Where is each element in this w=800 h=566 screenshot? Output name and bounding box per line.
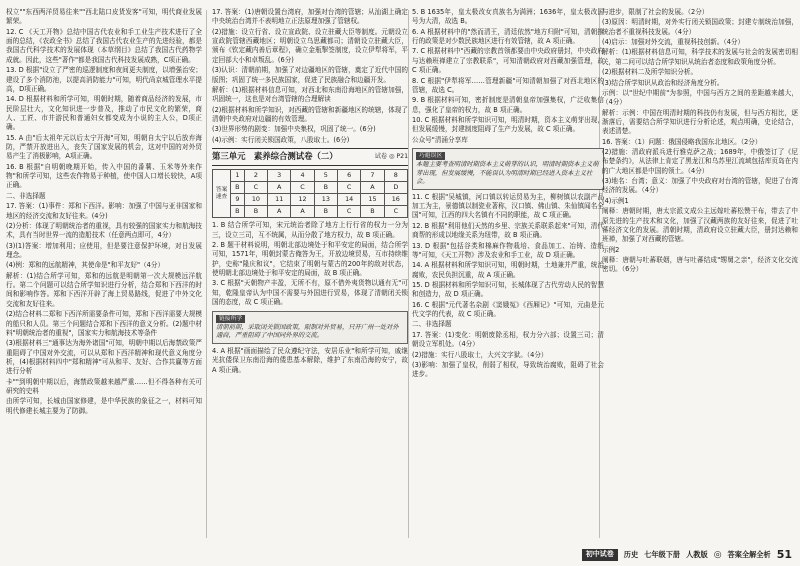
answer-paragraph: 解析：(1)结合所学可知，郑和的远航是明朝第一次大规模远洋航行。第二个问题可以结合所学知识进行分析，结合郑和下西洋的时间和影响作答。郑和下西洋开辟了海上贸易路线，促进了中外文化交流和友好往来。 <box>6 271 202 308</box>
answer-paragraph: 解析：示例：中国在明清时期的科技仍有发展，但与西方相比，逐渐落后，需要结合所学知识进行分析论述，观点明确，史论结合，表述清楚。 <box>602 108 798 136</box>
answer-paragraph: 15. D 根据材料和所学知识可知，长城体现了古代劳动人民的智慧和创造力，故 D 项正确。 <box>412 280 604 299</box>
question-number-cell: 6 <box>338 169 361 181</box>
answer-paragraph: (4)启示：加强对外交流，重视科技创新。（4分） <box>602 38 745 47</box>
question-number-cell: 12 <box>291 194 314 206</box>
answer-paragraph: (3)结合所学知识从政治和经济角度分析。 <box>602 78 724 87</box>
bullet-icon: ◎ <box>713 549 722 560</box>
answer-paragraph: (2)根据材料二及所学知识分析。 <box>602 68 698 77</box>
question-number-cell: 5 <box>314 169 337 181</box>
answer-cell: B <box>314 182 337 194</box>
section-page-ref: 试卷 ◎ P21 <box>374 152 408 160</box>
answer-paragraph: 二、非选择题 <box>6 191 46 200</box>
question-number-cell: 8 <box>384 169 407 181</box>
answer-paragraph: 16. 答案：（1）问题：俄国侵略我国东北地区。（2分） <box>602 137 762 146</box>
footer-series: 答案全解全析 <box>727 549 771 559</box>
answer-paragraph: 示例2 <box>602 245 620 254</box>
tip-text: 清朝前期，采取闭关锁国政策，限制对外贸易，只开广州一处对外通商，严重阻碍了中国同外界的交流。 <box>216 323 399 340</box>
answer-paragraph: 16. C 根据"元代著名杂剧《窦娥冤》《西厢记》"可知，元曲是元代文学的代表，故 C 项正确。 <box>412 300 604 319</box>
answer-paragraph: 阐释：唐朝与吐蕃联姻，唐与吐蕃结成"甥舅之亲"，经济文化交流密切。（6分） <box>602 255 798 274</box>
question-number-cell: 4 <box>291 169 314 181</box>
answer-paragraph: (4)例：郑和的远航精神，其使命是"和平友好"（4分） <box>6 261 165 270</box>
answer-paragraph: 6. A 根据材料中的"然而清王，清廷依然"地方归附"可知，清朝推行的政策是对少数民族地区进行有效管辖，故 A 项正确。 <box>412 27 604 46</box>
answer-paragraph: 9. B 根据材料可知，密折制度是清朝皇帝加强集权，广泛收集信息，强化了皇帝的权力，故 B 项正确。 <box>412 96 604 114</box>
question-number-cell: 10 <box>244 194 267 206</box>
answer-cell: C <box>291 182 314 194</box>
answer-paragraph: 示例：以"世纪中期前"为参照，中国与西方之间的差距越来越大，（4分） <box>602 88 798 107</box>
answer-cell: C <box>338 182 361 194</box>
answer-paragraph: 公众号"清涌分享库 <box>412 135 468 144</box>
answer-paragraph: 11. C 根据"吴城镇，河口镇以转运贸易为主，柳树镇以农副产品加工为主，景德镇以制瓷业著称，汉口镇、佛山镇、朱仙镇闻名全国"可知，江西的四大名镇有不同的职能，故 C 项正确。 <box>412 192 604 220</box>
question-number-cell: 9 <box>231 194 245 206</box>
section-heading <box>212 148 408 166</box>
answer-paragraph: (3)根据材料三"通事达为海外诸国"可知，明朝中期以后海禁政策严重阻碍了中国对外交流，可以从郑和下西洋精神和现代意义角度分析，(4)根据材料四中"郑和精神"可从和平、友好、合作共赢等方面进行分析 <box>6 339 202 376</box>
answer-paragraph: 3. C 根据"天朝物产丰盈，无所不有，原不借外夷货物以通有无"可知，乾隆皇帝认为中国不需要与外国进行贸易，体现了清朝闭关锁国的态度，故 C 项正确。 <box>212 279 408 307</box>
column-4 <box>602 8 798 543</box>
answer-paragraph: 由所学可知，长城由国家修建，是中华民族的象征之一，材料可知明代修建长城主要为了防御。 <box>6 397 202 415</box>
answer-paragraph: 阐释：唐朝时期，唐太宗派文成公主远嫁吐蕃松赞干布，带去了中原先进的生产技术和文化，加强了汉藏两族的友好往来，促进了吐蕃经济文化的发展。清朝时期，清政府设立驻藏大臣，册封达赖和班禅，加强了对西藏的管辖。 <box>602 207 798 244</box>
answer-cell: A <box>268 182 291 194</box>
answer-cell: A <box>361 182 384 194</box>
answer-paragraph: (4)示例1 <box>602 196 629 205</box>
answer-paragraph: 17. 答案：(1)唐朝设置台湾府，加强对台湾的管辖；从汕湖上确定中央统治台湾并不表明地立正法原理加强了管辖权。 <box>212 8 408 26</box>
answer-cell: B <box>361 206 384 218</box>
answer-paragraph: 7. C 根据材料中"西藏的宗教首领都要由中央政府册封，中央政府与达赖班禅建立了宗教联系"，可知清朝政府对西藏加强管理，故 C 项正确。 <box>412 47 604 75</box>
answer-paragraph: (3)世界形势的剧变：加强中央集权，巩固了统一。(6分) <box>212 125 376 134</box>
column-divider <box>206 10 207 538</box>
tip-box-link <box>212 311 408 344</box>
answer-paragraph: 权立""东西两洋贸易往来""西北陆口皮货发客"可知，明代商业发展繁荣。 <box>6 8 202 26</box>
answer-paragraph: (4)示例：实行闭关锁国政策，八股取士。(6分) <box>212 135 350 144</box>
question-number-cell: 2 <box>244 169 267 181</box>
answer-paragraph: 17. 答案：(1)变化：明朝废除丞相，权力分六部；设置三司；清朝设立军机处。（4分） <box>412 330 604 349</box>
answer-paragraph: 12. B 根据"利用他们天然的乡里、宗族关系联系起来"可知，清代商帮的形成以地缘关系为纽带，故 B 项正确。 <box>412 221 604 240</box>
footer-grade: 七年级下册 <box>644 549 681 559</box>
answer-paragraph: (3)地名：台湾；意义：加强了中央政府对台湾的管辖，促进了台湾经济的发展。（4分） <box>602 177 798 195</box>
answer-cell: B <box>244 206 267 218</box>
answer-paragraph: 14. D 根据材料和所学可知，明朝时期，随着商品经济的发展，市民阶层壮大，文化知识进一步普及，推动了市民文化的繁荣，商人、工匠、市井游民和普通妇女都变成为小说的主人公，D项正确。 <box>6 95 202 132</box>
footer-subject: 历史 <box>623 549 639 559</box>
answer-paragraph: 2. B 题干材料说明，明朝北部边境处于和平安定的局面，结合所学可知，1571年，明朝封蒙古俺答为王，开放边境贸易，互市持续维护，史称"隆庆和议"，它结束了明朝与蒙古的200年的敌对状态，使明朝北部边境处于和平安定的局面，故 B 项正确。 <box>212 241 408 278</box>
answer-paragraph: (2)措施：实行八股取士，大兴文字狱。（4分） <box>412 350 548 359</box>
answer-paragraph: (3)认识：清朝前期，加强了对边疆地区的管辖，奠定了近代中国的版图；巩固了统一多民族国家，促进了民族融合和边疆开发。 <box>212 66 408 84</box>
answer-paragraph: 13. D 根据"设立了严密的巡逻制度和夜间更夫制度，以增强治安；建设了多个消防池，以提高消防能力"可知，明代尚京城管理水平提高，D项正确。 <box>6 66 202 93</box>
answer-paragraph: (2)措施：设立行省、设立宣政院、设立驻藏大臣等制度。元朝设立宣政院管辖西藏地区；明朝设立乌思藏都司；清朝设立驻藏大臣，颁布《钦定藏内善后章程》，确立金瓶掣签制度，设立伊犁将军，平定回部大小和卓叛乱。(6分) <box>212 27 408 64</box>
footer-brand: 初中试卷 <box>582 549 618 561</box>
answer-cell: D <box>384 182 407 194</box>
answer-paragraph: 卡""到明朝中期以后，海禁政策越来越严重……但不得各种有关可研究的史料 <box>6 377 202 396</box>
answer-cell: B <box>231 182 245 194</box>
answer-paragraph: (2)措施：清政府派兵进行雅克萨之战；1689年，中俄签订了《尼布楚条约》，从法律上肯定了黑龙江和乌苏里江流域包括库页岛在内的广大地区都是中国的领土。（4分） <box>602 148 798 175</box>
answer-paragraph: (2)结合材料二郑和下西洋所需要条件可知，郑和下西洋需要大规模的船只和人员。第三个问题结合郑和下西洋的意义分析。(2)题中材料"明朝统治者的重视"，国家实力和航海技术等条件 <box>6 310 202 337</box>
answer-paragraph: 14. A 根据材料和所学知识可知，明朝时期，土地兼并严重，统治腐败，农民负担沉重，故 A 项正确。 <box>412 261 604 279</box>
question-number-cell: 15 <box>361 194 384 206</box>
answer-paragraph: 5. B 1635年，皇太极改女真族名为满洲；1636年，皇太极改国号为大清，故选 B。 <box>412 8 604 26</box>
answer-paragraph: 与进步，限制了社会的发展。（2分） <box>602 8 709 16</box>
tip-box-pitfall <box>412 148 604 190</box>
answer-paragraph: 12. C 《天工开物》总结中国古代农业和手工业生产技术进行了全面的总结，《农政全书》总结了我国古代农业生产的先进经验，都是我国古代科学技术的发展体现（本草纲目》总结了我国古代药物学成就。因此，这些"著作"都是我国古代科技发展成熟，C项正确。 <box>6 27 202 64</box>
answer-cell: C <box>384 206 407 218</box>
answer-paragraph: 8. C 根据"伊犁将军……管理新疆"可知清朝加强了对西北地区的管辖，故选 C。 <box>412 76 604 94</box>
answer-quick-table <box>212 169 408 218</box>
tip-tag: 链接所学 <box>216 315 245 323</box>
answer-paragraph: 4. A 根据"画面描绘了民众遵纪守法，安居乐业"和所学可知，戚继光抗倭保卫东南沿海的倭患基本解除，维护了东南沿海的安宁，故 A 项正确。 <box>212 346 408 374</box>
answer-paragraph: (3)(1)答案：增加利用；应使用，但是要注意保护环境，对日发展理念。 <box>6 241 202 259</box>
footer-edition: 人教版 <box>686 549 708 559</box>
answer-paragraph: 17. 答案：(1)事件：郑和下西洋。影响：加强了中国与亚非国家和地区的经济交流和友好往来。(4分) <box>6 202 202 220</box>
column-2 <box>212 8 408 543</box>
answer-paragraph: 1. B 结合所学可知，宋元统治者除了地方上行行省的权力一分为三，设立三司，互不统属，从而分散了地方权力，故 B 项正确。 <box>212 221 408 239</box>
answer-paragraph: 二、非选择题 <box>412 320 452 329</box>
answer-cell: C <box>244 182 267 194</box>
answer-paragraph: 13. D 根据"包括谷类和棉麻作物栽培、食品加工、冶铸、造纸等"可知，《天工开物》涉及农业和手工业，故 D 项正确。 <box>412 241 604 259</box>
answer-paragraph: 16. B 根据"自明朝晚期开始，传入中国的番薯、玉米等外来作物"和所学可知，这些农作物易于种植，使中国人口增长较快，A项正确。 <box>6 162 202 190</box>
column-3 <box>412 8 604 543</box>
column-1 <box>6 8 202 543</box>
question-number-cell: 1 <box>231 169 245 181</box>
answer-paragraph: 10. C 根据材料和所学知识可知，明清时期，资本主义萌芽出现，但发展缓慢，封建制度阻碍了生产力发展，故 C 项正确。 <box>412 115 604 134</box>
question-number-cell: 14 <box>338 194 361 206</box>
answer-paragraph: 解析：(1)根据材料信息可知，科学技术的发展与社会的发展密切相关，第二问可以结合所学知识从统治者态度和政策角度分析。 <box>602 48 798 66</box>
question-number-cell: 7 <box>361 169 384 181</box>
section-title: 第三单元 素养综合测试卷（二） <box>212 151 338 162</box>
answer-cell: A <box>291 206 314 218</box>
question-number-cell: 13 <box>314 194 337 206</box>
answer-cell: B <box>314 206 337 218</box>
tip-tag: 巧避误区 <box>416 152 445 160</box>
answer-paragraph: 解析：(1)根据材料信息可知，对西北和东南沿海地区的管辖加强，巩固统一，这也是对台湾管辖的合理解读 <box>212 85 408 104</box>
answer-cell: B <box>231 206 245 218</box>
answer-paragraph: (3)原因：明清时期，对外实行闭关锁国政策；封建专制统治加强，统治者不重视科技发展。（4分） <box>602 18 798 36</box>
question-number-cell: 11 <box>268 194 291 206</box>
answer-cell: C <box>338 206 361 218</box>
answer-paragraph: (2)分析：体现了明朝统治者的重视，具有较强的国家实力和航海技术，具有当时世界一流的造船技术（任意两点即可，4分） <box>6 221 202 240</box>
question-number-cell: 16 <box>384 194 407 206</box>
answer-paragraph: 15. A 由"后太祖年元以后太宁开海"可知，明朝自太宁以后放弃海防，严禁开放进出入，丧失了国家发展的机会，这对中国的对外贸易产生了消极影响，A项正确。 <box>6 133 202 161</box>
answer-paragraph: (2)根据材料和所学知识，对西藏的管辖和新疆地区的统辖，体现了清朝中央政府对边疆的有效管理。 <box>212 105 408 123</box>
tip-text: 本题主要考查明清时期资本主义萌芽的认识，明清时期资本主义萌芽出现，但发展缓慢，不能误认为明清时期已经进入资本主义社会。 <box>416 161 599 186</box>
table-row-header: 答案速查 <box>213 169 231 217</box>
answer-paragraph: (3)影响：加强了皇权，削弱了相权，导致统治腐败，阻碍了社会进步。 <box>412 360 604 379</box>
column-divider <box>408 10 409 538</box>
page-footer <box>0 544 800 566</box>
question-number-cell: 3 <box>268 169 291 181</box>
page-number: 51 <box>776 548 792 562</box>
answer-cell: A <box>268 206 291 218</box>
